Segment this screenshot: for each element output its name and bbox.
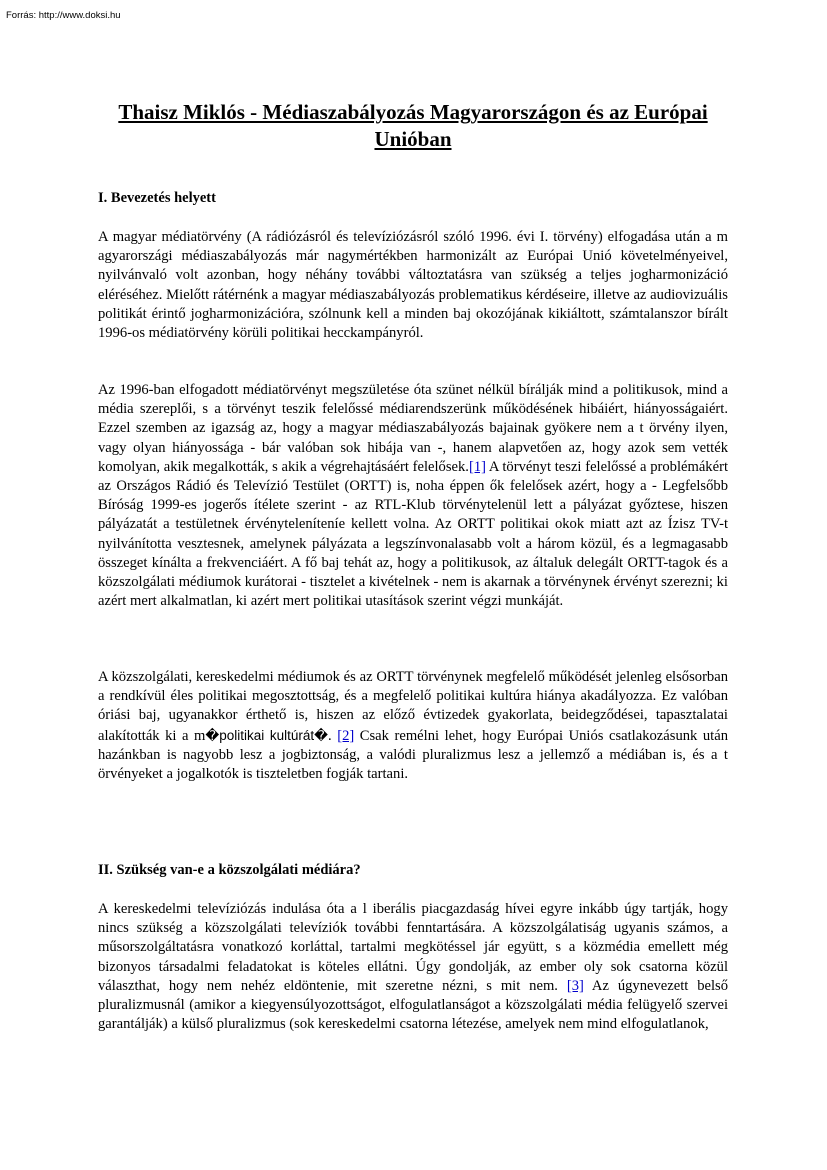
section-heading-intro: I. Bevezetés helyett: [98, 190, 216, 206]
paragraph-text: A közszolgálati, kereskedelmi médiumok és az ORTT törvénynek megfelelő működését jelenleg elsősorban a rendkívül éles politikai megosztottság, és a megfelelő politikai kultúra hiánya akadályozza. Ez valóban óriási baj, ugyanakkor érthető is, hiszen az előző évtizedek gyakorlata, beidegződései, tapasztalatai alakították ki a m: [98, 669, 728, 744]
paragraph-intro-2: [98, 381, 728, 611]
garbled-quote-text: �politikai kultúrát�: [205, 727, 329, 743]
paragraph-intro-3: [98, 668, 728, 784]
page-title: Thaisz Miklós - Médiaszabályozás Magyarországon és az Európai Unióban: [118, 100, 708, 151]
paragraph-text: A kereskedelmi televíziózás indulása óta a l iberális piacgazdaság hívei egyre inkább úgy tartják, hogy nincs szükség a közszolgálati televíziók további fenntartására. A közszolgálatiság ugyanis számos, a műsorszolgáltatásra vonatkozó korláttal, tartalmi megkötéssel jár együtt, s a közmédia emellett még bizonyos társadalmi feladatokat is köteles ellátni. Úgy gondolják, az ember oly sok csatorna közül választhat, hogy nem nehéz eldöntenie, mit szeretne nézni, s mit nem.: [98, 901, 728, 994]
paragraph-intro-1: [98, 228, 728, 343]
paragraph-text: Az 1996-ban elfogadott médiatörvényt megszületése óta szünet nélkül bírálják mind a politikusok, mind a média szereplői, s a törvényt teszik felelőssé médiarendszerünk működésének hibáiért, hiányosságaiért. Ezzel szemben az igazság az, hogy a magyar médiaszabályozás bajainak gyökere nem a t örvény ilyen, vagy olyan hiányossága - bár valóban sok hibája van -, hanem alapvetően az, hogy azok sem vették komolyan, akik megalkották, s akik a végrehajtásáért felelősek.: [98, 382, 728, 475]
paragraph-text: A magyar médiatörvény (A rádiózásról és televíziózásról szóló 1996. évi I. törvény) elfogadása után a m agyarországi médiaszabályozás már nagymértékben harmonizált az Európai Unió követelményeivel, nyilvánvaló volt azonban, hogy néhány további változtatásra van szükség a teljes jogharmonizáció eléréséhez. Mielőtt rátérnénk a magyar médiaszabályozás problematikus kérdéseire, illetve az audiovizuális politikát érintő jogharmonizációra, szólnunk kell a minden baj okozójának kikiáltott, számtalanszor bírált 1996-os médiatörvény körüli politikai hecckampányról.: [98, 229, 728, 342]
footnote-link-2[interactable]: [2]: [337, 727, 355, 744]
paragraph-public-media-1: [98, 900, 728, 1034]
paragraph-text: Csak remélni lehet, hogy Európai Uniós csatlakozásunk után hazánkban is nagyobb lesz a jogbiztonság, a valódi pluralizmus lesz a jellemző a médiában is, és a t örvényeket a jogalkotók is tiszteletben fogják tartani.: [98, 727, 728, 783]
footnote-link-3[interactable]: [3]: [566, 977, 584, 994]
paragraph-text: .: [328, 727, 338, 744]
section-heading-public-media: II. Szükség van-e a közszolgálati médiára?: [98, 862, 361, 878]
paragraph-text: A törvényt teszi felelőssé a problémákért az Országos Rádió és Televízió Testület (ORTT) is, noha éppen ők felelősek azért, hogy a - Legfelsőbb Bíróság 1999-es jogerős ítélete szerint - az RTL-Klub törvénytelenül lett a pályázat győztese, hiszen pályázatát a testületnek érvényteleníteníe kellett volna. Az ORTT politikai okok miatt azt az Ízisz TV-t nyilvánította vesztesnek, amelynek pályázata a legszínvonalasabb volt a három közül, és a legmagasabb összeget kínálta a frekvenciáért. A fő baj tehát az, hogy a politikusok, az általuk delegált ORTT-tagok és a közszolgálati médiumok kurátorai - tisztelet a kivételnek - nem is akarnak a törvénynek érvényt szerezni; ki azért mert alkalmatlan, ki azért mert politikai utasítások szerint végzi munkáját.: [98, 458, 728, 610]
footnote-link-1[interactable]: [1]: [468, 458, 486, 475]
paragraph-text: Az úgynevezett belső pluralizmusnál (amikor a kiegyensúlyozottságot, elfogulatlanságot a közszolgálati média felügyelő szervei garantálják) a külső pluralizmus (sok kereskedelmi csatorna létezése, amelyek nem mind elfogulatlanok,: [98, 977, 729, 1033]
source-label: Forrás: http://www.doksi.hu: [6, 10, 121, 21]
